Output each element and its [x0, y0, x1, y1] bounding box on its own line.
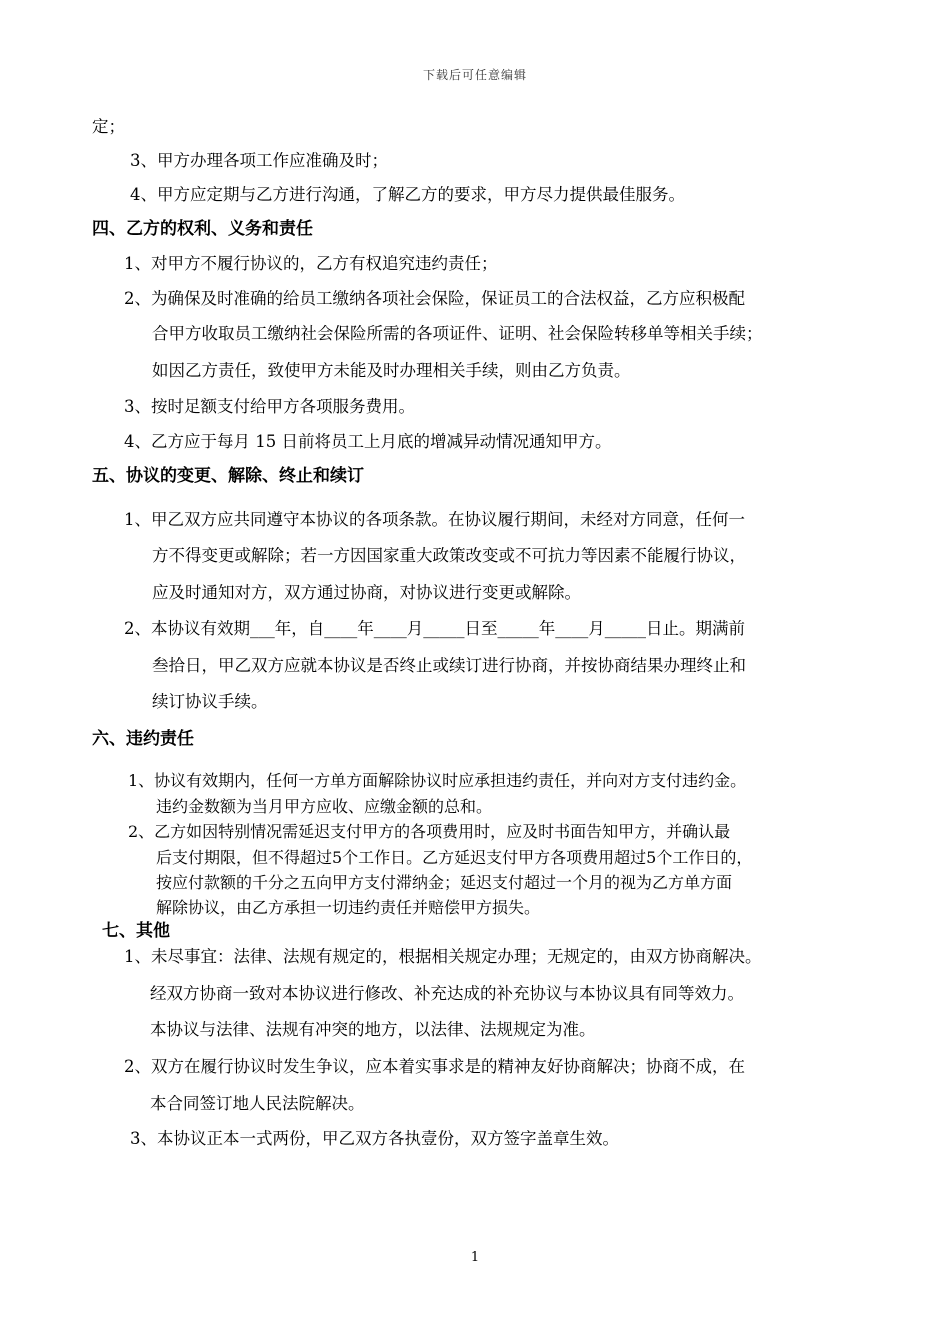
text-line: 2、乙方如因特别情况需延迟支付甲方的各项费用时，应及时书面告知甲方，并确认最 [128, 822, 731, 841]
text-line: 2、为确保及时准确的给员工缴纳各项社会保险，保证员工的合法权益，乙方应积极配 [124, 289, 745, 308]
text-line: 4、乙方应于每月 15 日前将员工上月底的增减异动情况通知甲方。 [124, 432, 612, 451]
text-line: 3、甲方办理各项工作应准确及时； [130, 151, 388, 170]
text-line: 违约金数额为当月甲方应收、应缴金额的总和。 [156, 797, 493, 816]
text-line: 1、甲乙双方应共同遵守本协议的各项条款。在协议履行期间，未经对方同意，任何一 [124, 510, 745, 529]
page-header-note: 下载后可任意编辑 [422, 68, 527, 82]
text-line: 1、未尽事宜：法律、法规有规定的，根据相关规定办理；无规定的，由双方协商解决。 [124, 947, 762, 966]
text-line: 2、双方在履行协议时发生争议，应本着实事求是的精神友好协商解决；协商不成，在 [124, 1057, 745, 1076]
text-line: 续订协议手续。 [152, 692, 268, 711]
text-line: 3、按时足额支付给甲方各项服务费用。 [124, 397, 415, 416]
section-heading: 七、其他 [102, 921, 170, 941]
text-line: 解除协议，由乙方承担一切违约责任并赔偿甲方损失。 [156, 898, 541, 917]
text-line: 本合同签订地人民法院解决。 [150, 1094, 365, 1113]
text-line: 1、对甲方不履行协议的，乙方有权追究违约责任； [124, 254, 498, 273]
text-line: 合甲方收取员工缴纳社会保险所需的各项证件、证明、社会保险转移单等相关手续； [152, 324, 763, 343]
text-line: 叁拾日，甲乙双方应就本协议是否终止或续订进行协商，并按协商结果办理终止和 [152, 656, 746, 675]
text-line: 方不得变更或解除；若一方因国家重大政策改变或不可抗力等因素不能履行协议， [152, 546, 746, 565]
section-heading: 四、乙方的权利、义务和责任 [92, 219, 313, 239]
section-heading: 五、协议的变更、解除、终止和续订 [92, 466, 364, 486]
text-line: 如因乙方责任，致使甲方未能及时办理相关手续，则由乙方负责。 [152, 361, 631, 380]
text-line: 经双方协商一致对本协议进行修改、补充达成的补充协议与本协议具有同等效力。 [150, 984, 744, 1003]
text-line: 本协议与法律、法规有冲突的地方，以法律、法规规定为准。 [150, 1020, 596, 1039]
text-line: 应及时通知对方，双方通过协商，对协议进行变更或解除。 [152, 583, 581, 602]
text-line: 3、本协议正本一式两份，甲乙双方各执壹份，双方签字盖章生效。 [130, 1129, 619, 1148]
text-line: 4、甲方应定期与乙方进行沟通，了解乙方的要求，甲方尽力提供最佳服务。 [130, 185, 685, 204]
text-line: 2、本协议有效期___年，自____年____月_____日至_____年____月_____日止。期满前 [124, 619, 745, 638]
text-line: 后支付期限，但不得超过5个工作日。乙方延迟支付甲方各项费用超过5个工作日的， [156, 848, 753, 867]
text-line: 1、协议有效期内，任何一方单方面解除协议时应承担违约责任，并向对方支付违约金。 [128, 771, 747, 790]
section-heading: 六、违约责任 [92, 729, 194, 749]
text-line: 定； [92, 117, 125, 136]
page-number: 1 [470, 1250, 480, 1265]
text-line: 按应付款额的千分之五向甲方支付滞纳金；延迟支付超过一个月的视为乙方单方面 [156, 873, 733, 892]
